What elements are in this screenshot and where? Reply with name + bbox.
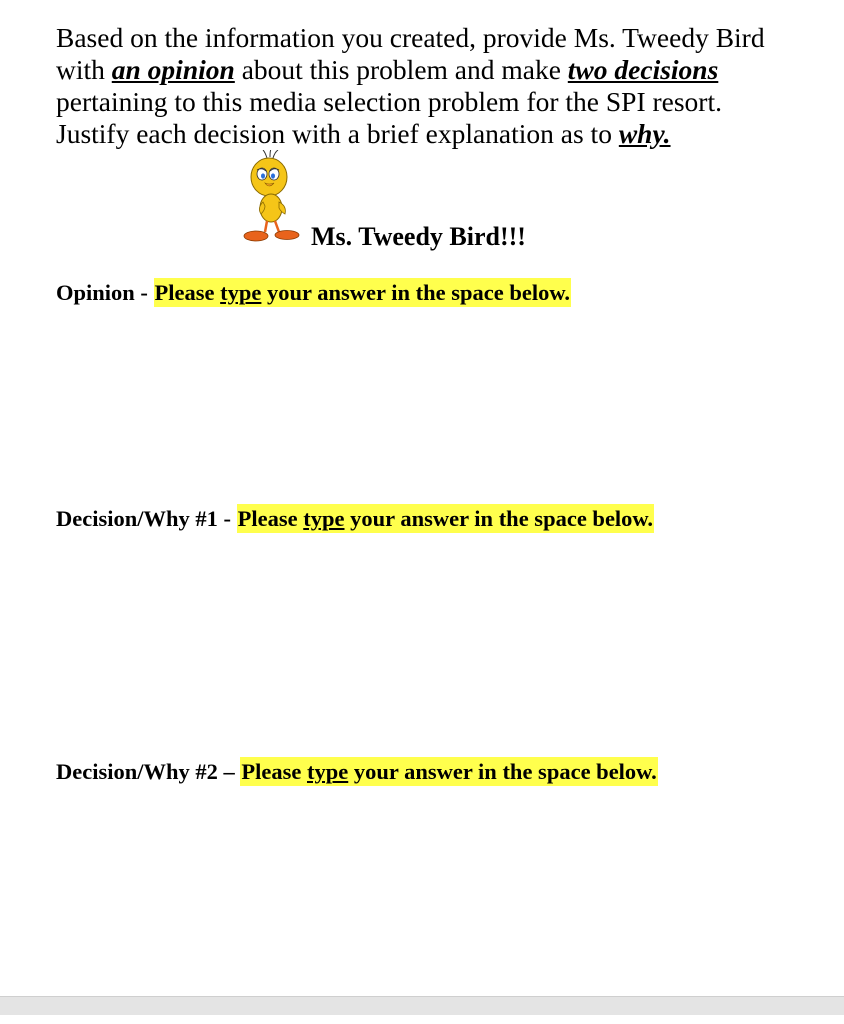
instructions-text: with xyxy=(56,54,112,85)
opinion-label: Opinion - xyxy=(56,280,154,305)
instruction-type-word: type xyxy=(220,280,262,305)
instruction-text: Please xyxy=(154,280,221,305)
instruction-type-word: type xyxy=(307,759,349,784)
instructions-paragraph xyxy=(56,22,796,150)
decision-1-prompt xyxy=(56,506,654,532)
instruction-text: your answer in the space below. xyxy=(348,759,657,784)
emphasis-why: why. xyxy=(618,118,671,149)
emphasis-an-opinion: an opinion xyxy=(111,54,235,85)
instruction-text: Please xyxy=(241,759,307,784)
scrollbar-track[interactable] xyxy=(0,996,844,1015)
instructions-text: Justify each decision with a brief explanation as to xyxy=(56,118,619,149)
instructions-line-2 xyxy=(56,54,796,86)
decision-1-label: Decision/Why #1 - xyxy=(56,506,237,531)
bird-caption: Ms. Tweedy Bird!!! xyxy=(311,222,526,251)
opinion-instruction-highlight xyxy=(154,278,571,307)
decision-2-prompt xyxy=(56,759,658,785)
horizontal-scrollbar[interactable] xyxy=(0,996,844,1024)
decision-2-instruction-highlight xyxy=(240,757,657,786)
tweety-bird-icon xyxy=(243,150,303,246)
decision-1-instruction-highlight xyxy=(237,504,654,533)
instruction-text: your answer in the space below. xyxy=(344,506,654,531)
instructions-line-1: Based on the information you created, provide Ms. Tweedy Bird xyxy=(56,22,765,53)
instructions-text: about this problem and make xyxy=(234,54,568,85)
opinion-prompt xyxy=(56,280,571,306)
decision-2-label: Decision/Why #2 – xyxy=(56,759,241,784)
decision-1-answer-area[interactable] xyxy=(56,542,796,747)
instruction-type-word: type xyxy=(303,506,345,531)
instructions-line-3: pertaining to this media selection problem for the SPI resort. xyxy=(56,86,722,117)
decision-2-answer-area[interactable] xyxy=(56,795,796,985)
instruction-text: your answer in the space below. xyxy=(261,280,570,305)
instruction-text: Please xyxy=(237,506,304,531)
instructions-line-4 xyxy=(56,118,796,150)
opinion-answer-area[interactable] xyxy=(56,316,796,496)
emphasis-two-decisions: two decisions xyxy=(567,54,719,85)
